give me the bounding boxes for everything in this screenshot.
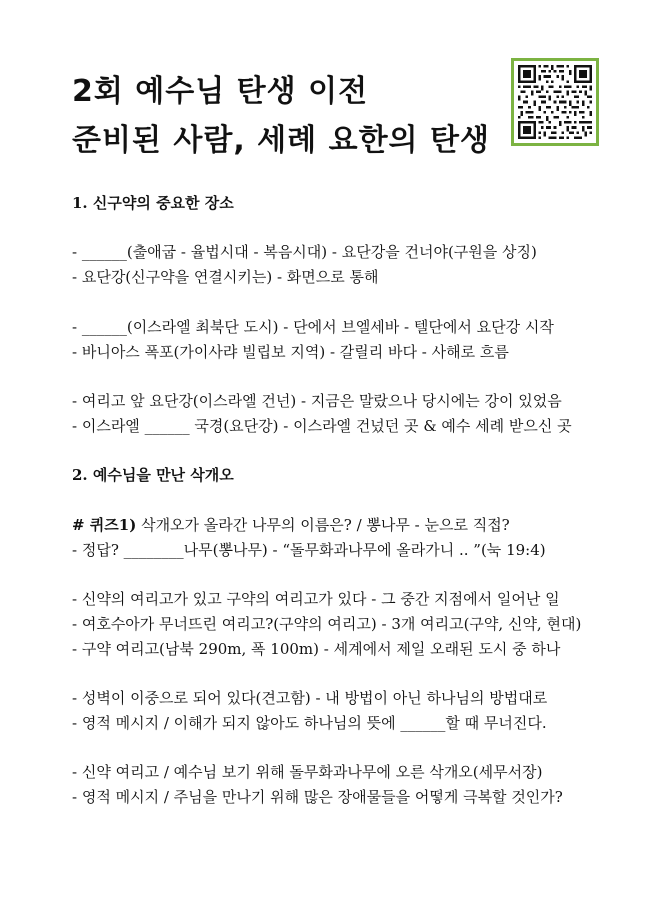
qr-code-graphic [518,65,592,139]
section-2-line: - 영적 메시지 / 이해가 되지 않아도 하나님의 뜻에 ______할 때 무너진다. [72,714,547,732]
section-2-line: - 정답? ________나무(뽕나무) - “돌무화과나무에 올라가니 .. ”(눅 19:4) [72,541,546,559]
title-line-1: 2회 예수님 탄생 이전 [72,74,369,109]
qr-code-icon[interactable] [511,58,599,146]
section-2-heading: 2. 예수님을 만난 삭개오 [72,466,234,484]
section-1-line: - ______(이스라엘 최북단 도시) - 단에서 브엘세바 - 텔단에서 요단강 시작 [72,318,554,336]
quiz-question: 삭개오가 올라간 나무의 이름은? / 뽕나무 - 눈으로 직접? [136,516,510,534]
section-2-line: - 성벽이 이중으로 되어 있다(견고함) - 내 방법이 아닌 하나님의 방법대로 [72,689,548,707]
section-1-line: - ______(출애굽 - 율법시대 - 복음시대) - 요단강을 건너야(구원을 상징) [72,243,537,261]
quiz-line [72,514,510,535]
section-2-line: - 여호수아가 무너뜨린 여리고?(구약의 여리고) - 3개 여리고(구약, 신약, 현대) [72,615,582,633]
section-1-line: - 요단강(신구약을 연결시키는) - 화면으로 통해 [72,268,379,286]
section-1-line: - 이스라엘 ______ 국경(요단강) - 이스라엘 건넜던 곳 & 예수 세례 받으신 곳 [72,417,572,435]
section-2-line: - 구약 여리고(남북 290m, 폭 100m) - 세계에서 제일 오래된 도시 중 하나 [72,640,561,658]
section-1-line: - 바니아스 폭포(가이사랴 빌립보 지역) - 갈릴리 바다 - 사해로 흐름 [72,343,509,361]
section-2-line: - 신약의 여리고가 있고 구약의 여리고가 있다 - 그 중간 지점에서 일어난 일 [72,590,560,608]
title-line-2: 준비된 사람, 세례 요한의 탄생 [72,123,490,158]
section-2-line: - 영적 메시지 / 주님을 만나기 위해 많은 장애물들을 어떻게 극복할 것인가? [72,788,563,806]
section-1-heading: 1. 신구약의 중요한 장소 [72,194,234,212]
section-2-line: - 신약 여리고 / 예수님 보기 위해 돌무화과나무에 오른 삭개오(세무서장) [72,763,543,781]
quiz-label: # 퀴즈1) [72,516,137,534]
section-1-line: - 여리고 앞 요단강(이스라엘 건넌) - 지금은 말랐으나 당시에는 강이 있었음 [72,392,562,410]
